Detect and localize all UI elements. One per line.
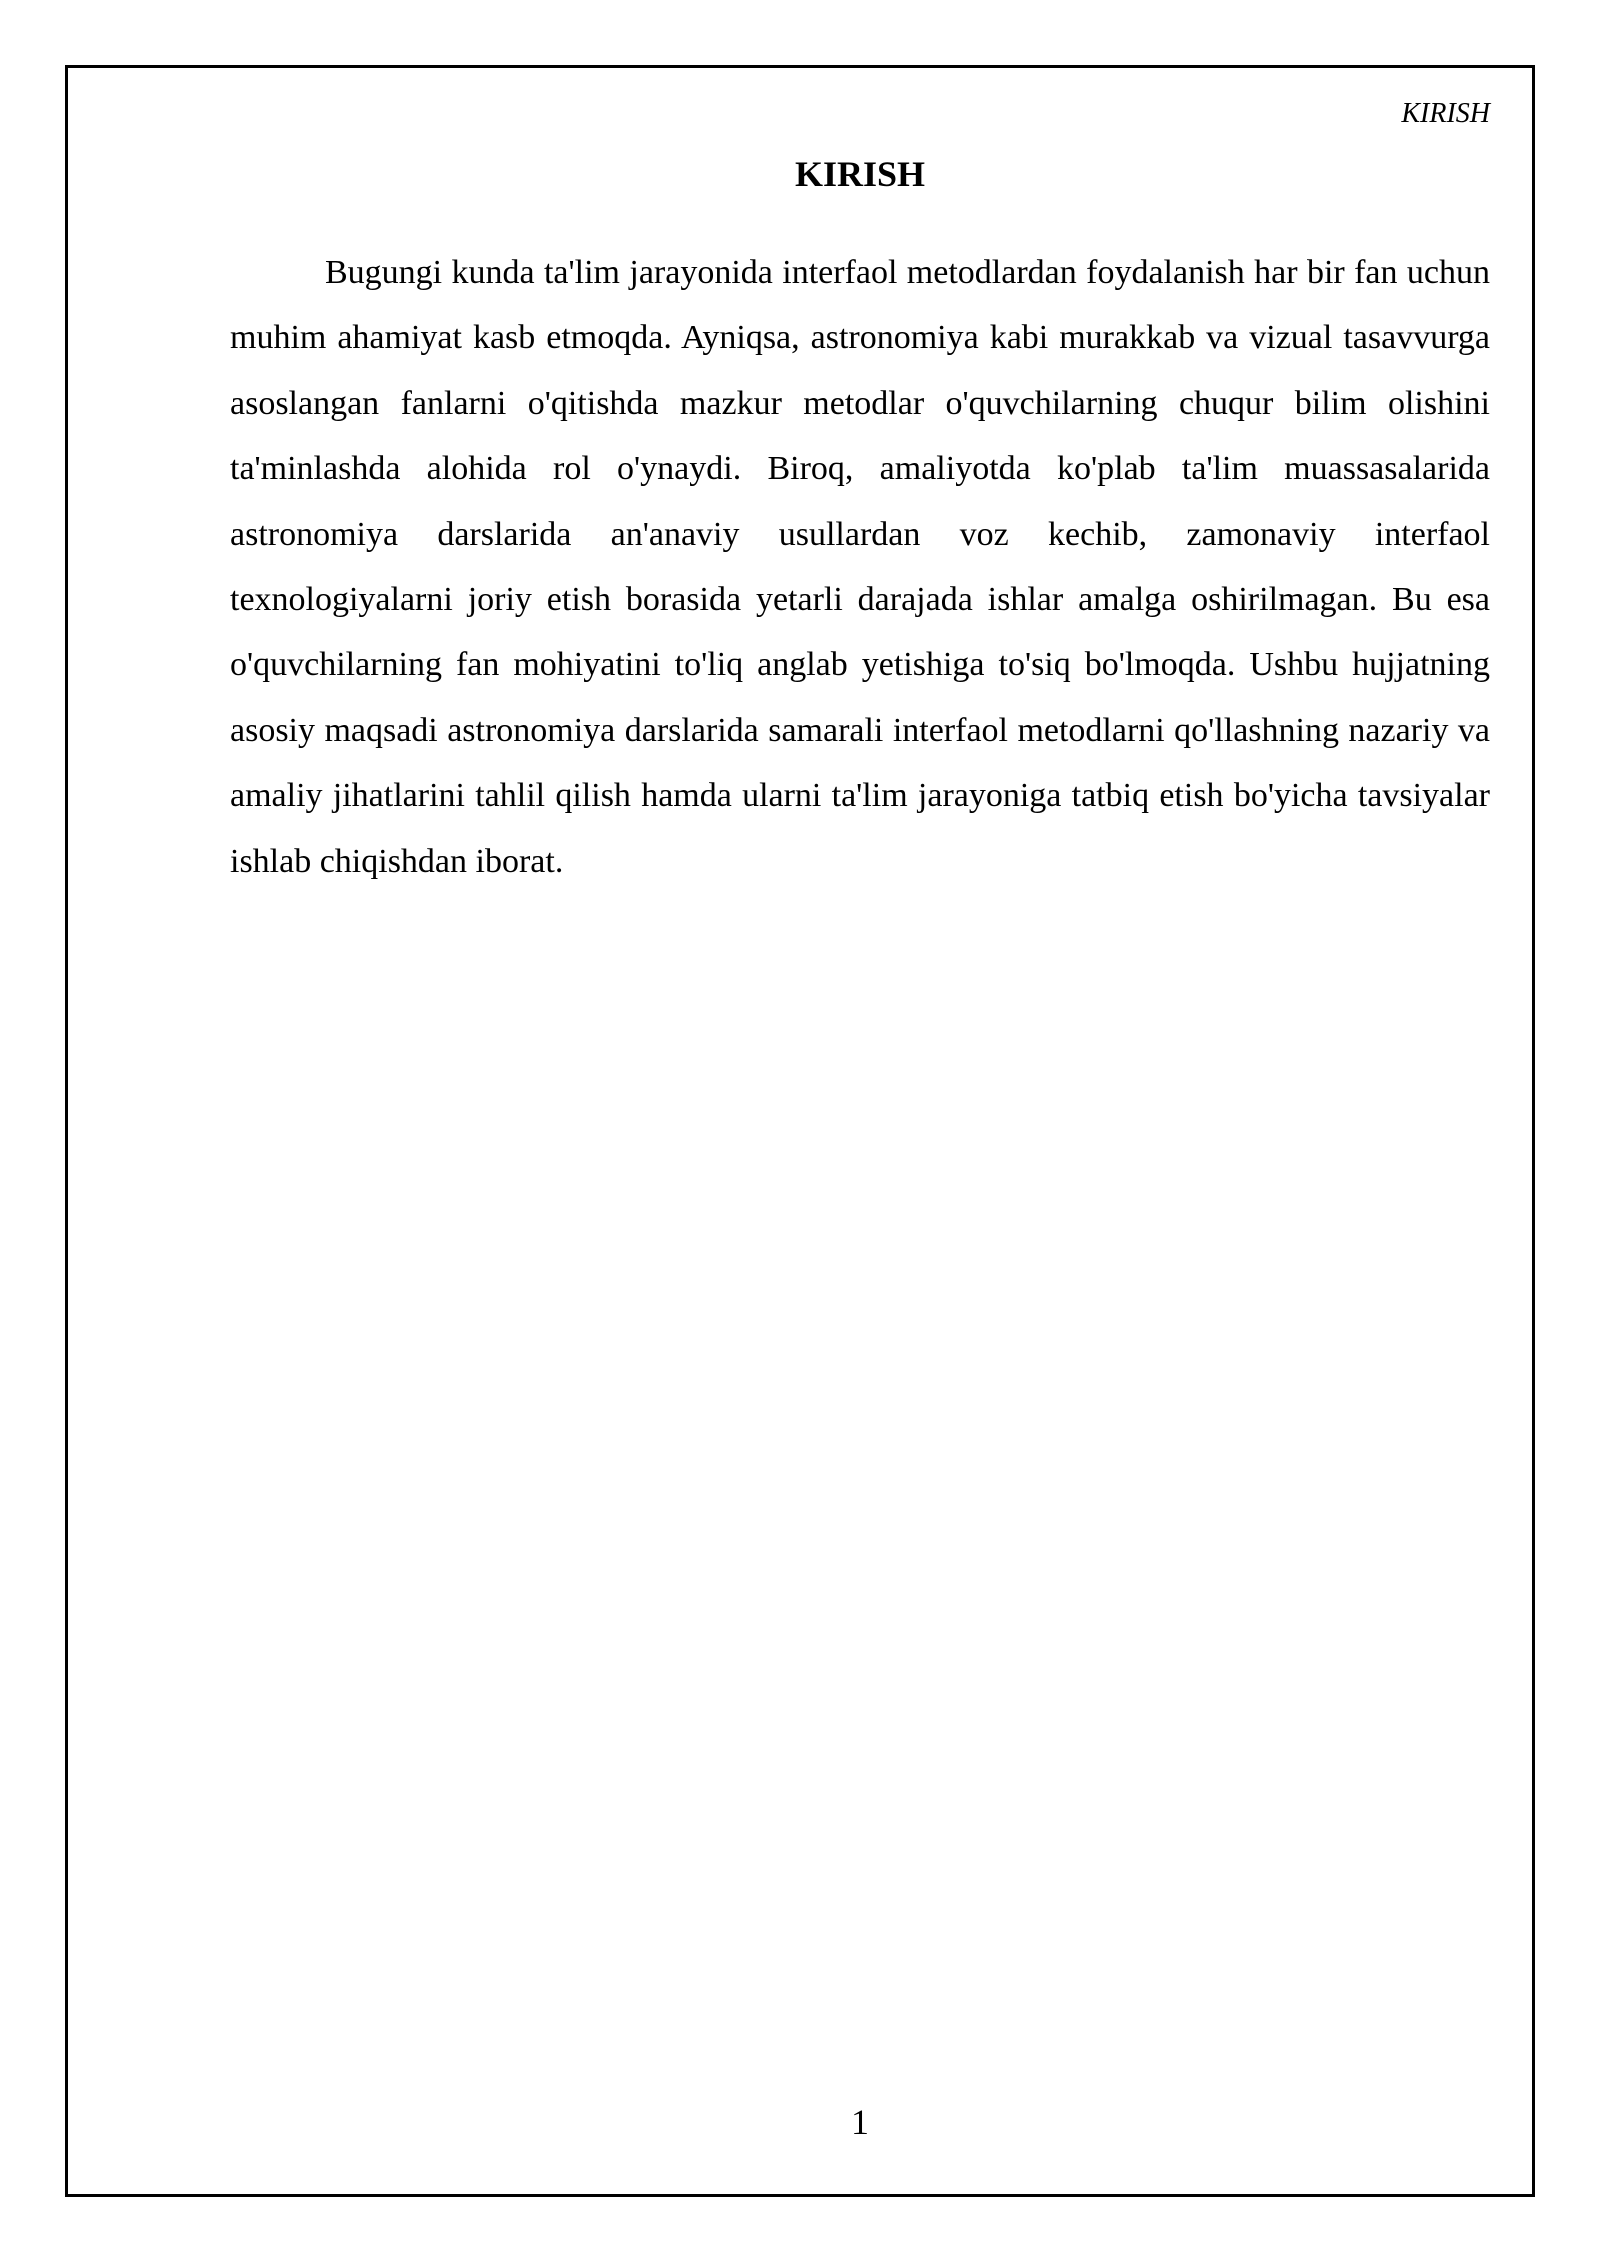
body-paragraph: Bugungi kunda ta'lim jarayonida interfaol metodlardan foydalanish har bir fan uchun muhim ahamiyat kasb etmoqda. Ayniqsa, astronomiya kabi murakkab va vizual tasavvurga asoslangan fanlarni o'qitishda mazkur metodlar o'quvchilarning chuqur bilim olishini ta'minlashda alohida rol o'ynaydi. Biroq, amaliyotda ko'plab ta'lim muassasalarida astronomiya darslarida an'anaviy usullardan voz kechib, zamonaviy interfaol texnologiyalarni joriy etish borasida yetarli darajada ishlar amalga oshirilmagan. Bu esa o'quvchilarning fan mohiyatini to'liq anglab yetishiga to'siq bo'lmoqda. Ushbu hujjatning asosiy maqsadi astronomiya darslarida samarali interfaol metodlarni qo'llashning nazariy va amaliy jihatlarini tahlil qilish hamda ularni ta'lim jarayoniga tatbiq etish bo'yicha tavsiyalar ishlab chiqishdan iborat.: [230, 254, 1490, 880]
running-header: KIRISH: [1401, 98, 1490, 129]
page-number: 1: [851, 2102, 869, 2142]
section-title: KIRISH: [794, 154, 926, 194]
